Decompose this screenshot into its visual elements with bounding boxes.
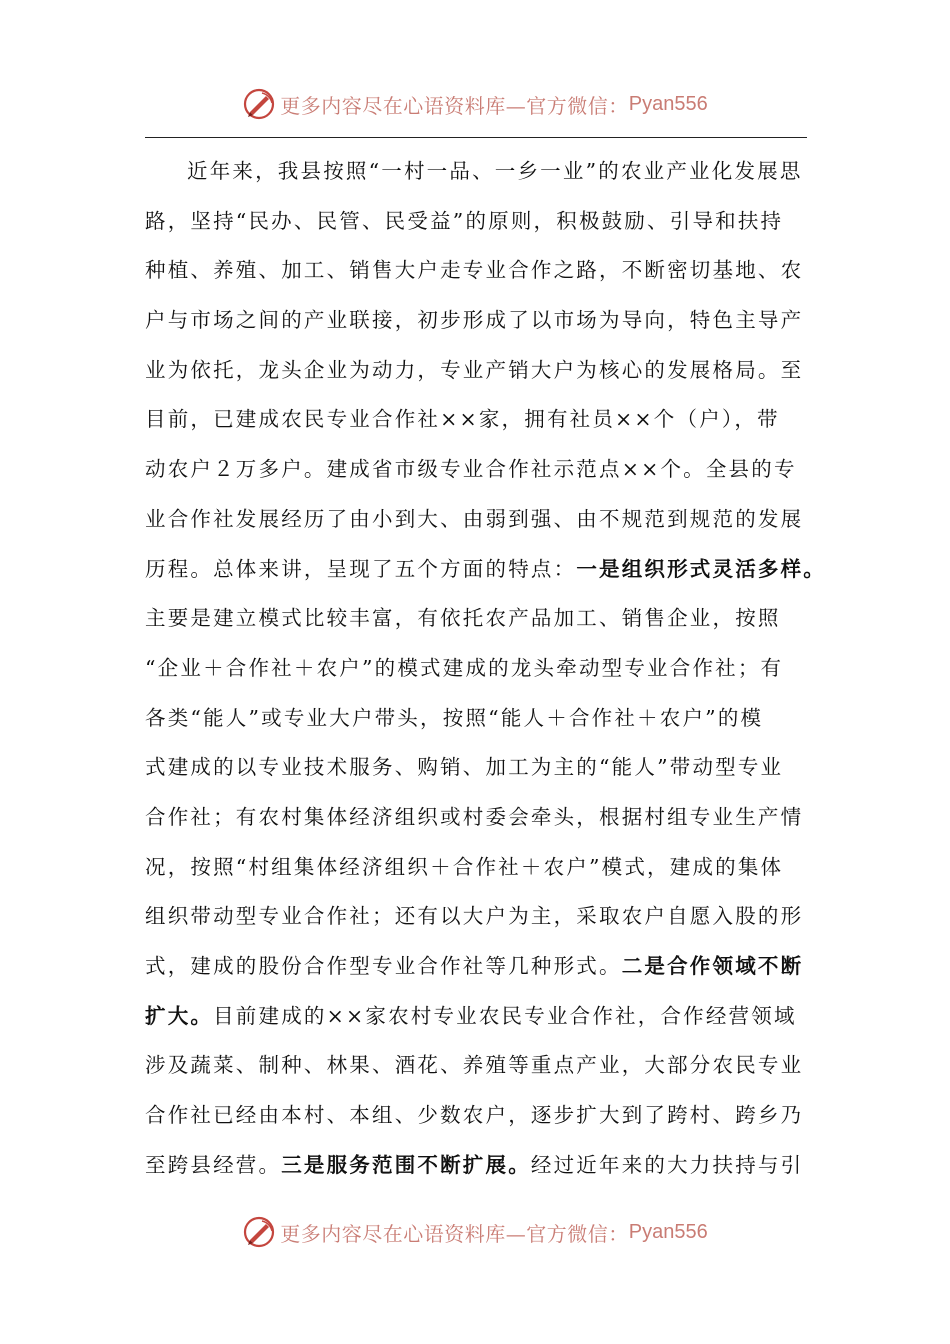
watermark-banner [242, 1215, 707, 1249]
text-line [145, 197, 807, 247]
text-line [145, 246, 807, 296]
text-line [145, 644, 807, 694]
text-line [145, 594, 807, 644]
pen-logo-icon [242, 1215, 276, 1249]
text-segment: 式，建成的股份合作型专业合作社等几种形式。 [145, 954, 622, 978]
text-line [145, 495, 807, 545]
text-line [145, 147, 807, 197]
text-segment: 组织带动型专业合作社；还有以大户为主，采取农户自愿入股的形 [145, 904, 804, 929]
text-segment: 合作社；有农村集体经济组织或村委会牵头，根据村组专业生产情 [145, 804, 804, 829]
banner-wechat-id: Pyan556 [628, 92, 708, 115]
text-line [145, 743, 807, 793]
bold-text-segment: 一是组织形式灵活多样。 [576, 556, 827, 581]
banner-wechat-id: Pyan556 [628, 1220, 708, 1243]
text-segment: 路，坚持“民办、民管、民受益”的原则，积极鼓励、引导和扶持 [145, 208, 784, 233]
banner-text: 更多内容尽在心语资料库—官方微信： [280, 1221, 629, 1246]
text-segment: 合作社已经由本村、本组、少数农户，逐步扩大到了跨村、跨乡乃 [145, 1103, 804, 1128]
text-line [145, 296, 807, 346]
text-line [145, 694, 807, 744]
text-line [145, 445, 807, 495]
text-line [145, 942, 807, 992]
text-segment: 目前，已建成农民专业合作社××家，拥有社员××个（户），带 [145, 407, 780, 432]
bold-text-segment: 扩大。 [145, 1003, 214, 1028]
text-line [145, 346, 807, 396]
watermark-banner [242, 87, 707, 121]
page-footer-banner [0, 1212, 950, 1252]
text-segment: 式建成的以专业技术服务、购销、加工为主的“能人”带动型专业 [145, 755, 784, 780]
text-line [145, 1141, 807, 1191]
text-segment: 涉及蔬菜、制种、林果、酒花、养殖等重点产业，大部分农民专业 [145, 1053, 804, 1078]
text-line [145, 1091, 807, 1141]
text-line [145, 545, 827, 595]
text-line [145, 992, 807, 1042]
text-segment: 目前建成的××家农村专业农民专业合作社，合作经营领域 [213, 1003, 797, 1028]
text-line [145, 1041, 807, 1091]
text-line [145, 892, 807, 942]
text-segment: 动农户２万多户。建成省市级专业合作社示范点××个。全县的专 [145, 457, 797, 482]
text-line [145, 843, 807, 893]
text-line [145, 793, 807, 843]
text-segment: “企业＋合作社＋农户”的模式建成的龙头牵动型专业合作社；有 [145, 655, 784, 680]
text-segment: 历程。总体来讲，呈现了五个方面的特点： [145, 556, 577, 581]
text-segment: 各类“能人”或专业大户带头，按照“能人＋合作社＋农户”的模 [145, 705, 764, 730]
document-body [145, 147, 827, 1190]
text-segment: 种植、养殖、加工、销售大户走专业合作之路，不断密切基地、农 [145, 258, 804, 283]
text-segment: 况，按照“村组集体经济组织＋合作社＋农户”模式，建成的集体 [145, 854, 784, 879]
banner-text: 更多内容尽在心语资料库—官方微信： [280, 93, 629, 118]
text-segment: 业合作社发展经历了由小到大、由弱到强、由不规范到规范的发展 [145, 506, 804, 531]
text-segment: 户与市场之间的产业联接，初步形成了以市场为导向，特色主导产 [145, 308, 804, 333]
text-segment: 业为依托，龙头企业为动力，专业产销大户为核心的发展格局。至 [145, 357, 804, 382]
page-header-banner [0, 84, 950, 124]
text-segment: 主要是建立模式比较丰富，有依托农产品加工、销售企业，按照 [145, 606, 781, 631]
text-line [145, 395, 807, 445]
bold-text-segment: 三是服务范围不断扩展。 [281, 1152, 531, 1177]
header-divider [145, 137, 807, 138]
text-segment: 经过近年来的大力扶持与引 [530, 1152, 804, 1177]
pen-logo-icon [242, 87, 276, 121]
text-segment: 至跨县经营。 [145, 1152, 282, 1177]
bold-text-segment: 二是合作领域不断 [621, 954, 804, 978]
text-segment: 近年来，我县按照“一村一品、一乡一业”的农业产业化发展思 [187, 159, 803, 183]
